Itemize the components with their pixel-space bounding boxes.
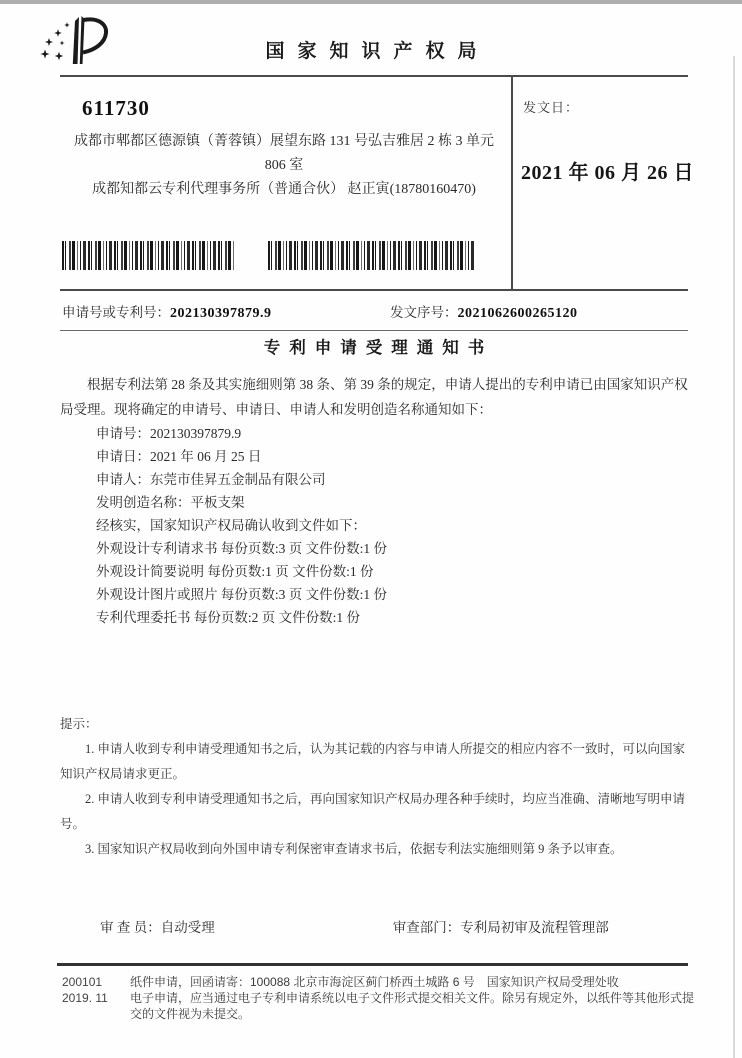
examiner-value: 自动受理 [160, 920, 215, 935]
notice-title: 专利申请受理通知书 [263, 338, 494, 357]
issue-date-value: 2021 年 06 月 26 日 [521, 162, 694, 184]
divider-vertical [511, 75, 513, 291]
tip-item: 3. 国家知识产权局收到向外国申请专利保密审查请求书后，依据专利法实施细则第 9 条予以审查。 [85, 842, 623, 856]
issue-date-label: 发文日： [523, 100, 580, 115]
barcode-application [62, 241, 235, 270]
field-applicant: 申请人：东莞市佳昇五金制品有限公司 [96, 472, 326, 487]
footer-line-electronic: 电子申请，应当通过电子专利申请系统以电子文件形式提交相关文件。除另有规定外，以纸件等其他形式提交的文件视为未提交。 [130, 991, 695, 1021]
department-label: 审查部门： [392, 920, 461, 935]
recipient-block [60, 96, 508, 202]
footer-line-paper: 纸件申请，回函请寄：100088 北京市海淀区蓟门桥西土城路 6 号 国家知识产权局受理处收 [130, 975, 619, 989]
document-item: 外观设计简要说明 每份页数:1 页 文件份数:1 份 [96, 564, 374, 579]
postal-code: 611730 [82, 96, 150, 120]
recipient-agent-line: 成都知都云专利代理事务所（普通合伙） 赵正寅(18780160470) [92, 182, 476, 197]
divider-top [60, 75, 688, 77]
scan-artifact-top [0, 0, 742, 4]
footer-code: 200101 [62, 975, 103, 989]
tip-item: 2. 申请人收到专利申请受理通知书之后，再向国家知识产权局办理各种手续时，均应当准确、清晰地写明申请号。 [60, 792, 686, 831]
examiner [100, 916, 215, 939]
footer [62, 974, 702, 1022]
application-number [62, 301, 272, 322]
received-intro: 经核实，国家知识产权局确认收到文件如下： [96, 518, 366, 533]
notice-intro: 根据专利法第 28 条及其实施细则第 38 条、第 39 条的规定，申请人提出的专利申请已由国家知识产权局受理。现将确定的申请号、申请日、申请人和发明创造名称通知如下： [60, 377, 688, 417]
scan-artifact-right [733, 56, 735, 1058]
document-item: 外观设计图片或照片 每份页数:3 页 文件份数:1 份 [96, 587, 388, 602]
document-item: 外观设计专利请求书 每份页数:3 页 文件份数:1 份 [96, 541, 388, 556]
footer-instructions [130, 974, 702, 1022]
serial-number-label: 发文序号： [390, 305, 458, 320]
recipient-address-line2: 806 室 [264, 158, 304, 173]
field-application-date: 申请日：2021 年 06 月 25 日 [96, 449, 262, 464]
tips-label: 提示： [60, 717, 98, 731]
application-number-value: 202130397879.9 [170, 306, 272, 321]
barcode-serial [268, 241, 476, 270]
application-number-label: 申请号或专利号： [62, 305, 170, 320]
field-invention-title: 发明创造名称：平板支架 [96, 495, 245, 510]
serial-number-value: 2021062600265120 [457, 306, 578, 321]
examiner-row [60, 916, 688, 939]
footer-code: 2019. 11 [62, 991, 108, 1005]
serial-number [390, 301, 578, 322]
recipient-address-line1: 成都市郫都区德源镇（菁蓉镇）展望东路 131 号弘吉雅居 2 栋 3 单元 [74, 134, 494, 149]
divider-below-refs [60, 330, 688, 331]
footer-divider [57, 963, 688, 966]
received-documents-list [96, 537, 688, 629]
examiner-label: 审 查 员： [100, 920, 161, 935]
document-item: 专利代理委托书 每份页数:2 页 文件份数:1 份 [96, 610, 361, 625]
divider-mid [60, 289, 688, 291]
application-fields [96, 422, 688, 514]
footer-form-codes [62, 974, 130, 1022]
department-value: 专利局初审及流程管理部 [460, 920, 609, 935]
tip-item: 1. 申请人收到专利申请受理通知书之后，认为其记载的内容与申请人所提交的相应内容不一致时，可以向国家知识产权局请求更正。 [60, 742, 686, 781]
agency-title: 国家知识产权局 [265, 41, 490, 62]
tips-section [60, 712, 688, 862]
notice-body [60, 336, 688, 939]
field-application-no: 申请号：202130397879.9 [96, 426, 242, 441]
examining-department [393, 916, 609, 939]
